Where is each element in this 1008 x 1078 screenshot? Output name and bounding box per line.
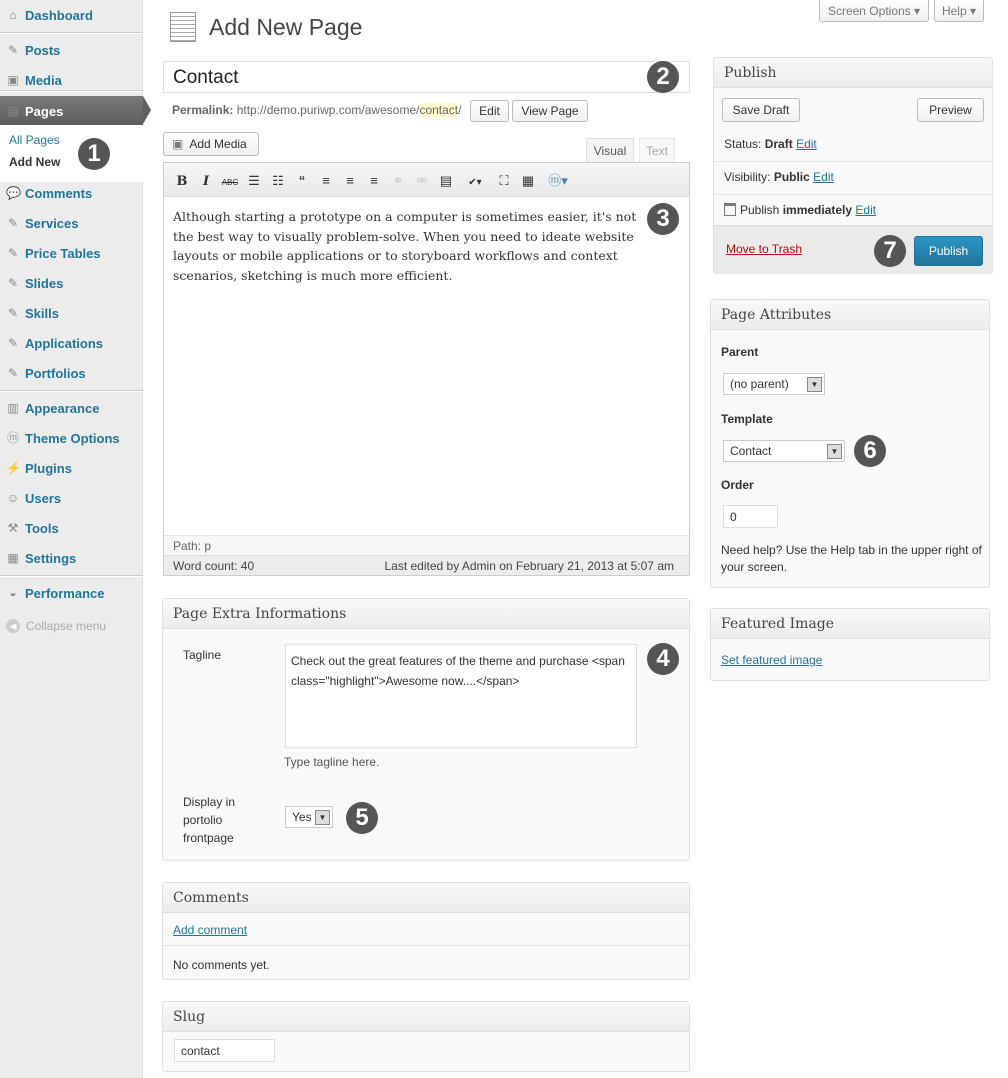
sidebar-item-dashboard[interactable]: ⌂ Dashboard bbox=[0, 0, 143, 30]
sidebar-item-comments[interactable]: 💬 Comments bbox=[6, 185, 93, 201]
pin-icon: ✎ bbox=[7, 366, 19, 380]
users-icon: ☺ bbox=[6, 491, 20, 505]
move-to-trash-link[interactable]: Move to Trash bbox=[726, 242, 803, 256]
sidebar-item-settings[interactable]: ▦ Settings bbox=[7, 550, 77, 566]
sidebar-item-theme-options[interactable]: ⓜ Theme Options bbox=[6, 430, 120, 446]
collapse-menu[interactable]: ◀ Collapse menu bbox=[6, 619, 106, 633]
media-icon: ▣ bbox=[172, 137, 184, 151]
status-edit-link[interactable]: Edit bbox=[796, 137, 817, 151]
page-extra-box bbox=[162, 598, 690, 861]
save-draft-button[interactable]: Save Draft bbox=[722, 98, 800, 122]
title-input[interactable]: Contact bbox=[163, 61, 690, 93]
menu-separator bbox=[0, 575, 143, 577]
media-icon: ▣ bbox=[7, 73, 19, 87]
pages-icon bbox=[170, 12, 196, 42]
screen-options-button[interactable]: Screen Options ▾ bbox=[819, 0, 929, 22]
display-label: Display in portolio frontpage bbox=[183, 795, 236, 845]
page-title: Add New Page bbox=[209, 14, 363, 40]
parent-label: Parent bbox=[721, 345, 759, 359]
appearance-icon: ▥ bbox=[7, 401, 19, 415]
tab-text[interactable]: Text bbox=[639, 138, 675, 162]
publish-box bbox=[713, 57, 993, 274]
kitchen-sink-icon[interactable]: ▦ bbox=[521, 173, 535, 188]
menu-separator bbox=[0, 390, 143, 392]
preview-button[interactable]: Preview bbox=[917, 98, 984, 122]
callout-2: 2 bbox=[647, 61, 679, 93]
view-page-button[interactable]: View Page bbox=[512, 100, 588, 122]
blockquote-icon[interactable]: “ bbox=[298, 173, 306, 188]
tagline-label: Tagline bbox=[183, 648, 222, 662]
align-center-icon[interactable]: ≡ bbox=[346, 173, 354, 188]
plugin-icon: ⚡ bbox=[6, 461, 21, 475]
admin-menu bbox=[0, 0, 143, 1078]
sidebar-item-users[interactable]: ☺ Users bbox=[6, 490, 62, 506]
sidebar-item-media[interactable]: ▣ Media bbox=[7, 72, 62, 88]
status-row: Status: Draft Edit bbox=[724, 137, 817, 151]
chevron-down-icon: ▼ bbox=[827, 444, 842, 459]
sidebar-item-performance[interactable]: ◒ Performance bbox=[0, 578, 143, 608]
sidebar-item-services[interactable]: ✎ Services bbox=[7, 215, 79, 231]
template-label: Template bbox=[721, 412, 773, 426]
editor-status-bar: Word count: 40 Last edited by Admin on February 21, 2013 at 5:07 am bbox=[164, 555, 689, 575]
permalink-edit-button[interactable]: Edit bbox=[470, 100, 509, 122]
comment-icon: 💬 bbox=[6, 186, 21, 200]
box-title: Comments bbox=[163, 883, 689, 913]
box-title: Publish bbox=[714, 58, 992, 88]
spellcheck-icon[interactable]: ✔▾ bbox=[468, 177, 482, 188]
set-featured-image-link[interactable]: Set featured image bbox=[721, 653, 823, 667]
display-select[interactable]: Yes ▼ bbox=[285, 806, 333, 828]
pages-submenu bbox=[0, 125, 143, 182]
slug-input[interactable]: contact bbox=[174, 1039, 275, 1062]
editor-path: Path: p bbox=[164, 535, 689, 555]
parent-select[interactable]: (no parent) ▼ bbox=[723, 373, 825, 395]
sidebar-item-applications[interactable]: ✎ Applications bbox=[7, 335, 104, 351]
help-button[interactable]: Help ▾ bbox=[934, 0, 984, 22]
italic-icon[interactable]: I bbox=[202, 174, 210, 189]
sidebar-item-posts[interactable]: ✎ Posts bbox=[7, 42, 61, 58]
submenu-add-new[interactable]: Add New bbox=[9, 155, 61, 169]
editor bbox=[163, 162, 690, 576]
sidebar-item-skills[interactable]: ✎ Skills bbox=[7, 305, 59, 321]
calendar-icon bbox=[724, 203, 736, 216]
comments-box bbox=[162, 882, 690, 980]
bullet-list-icon[interactable]: ☰ bbox=[248, 173, 260, 188]
home-icon: ⌂ bbox=[9, 8, 17, 22]
align-left-icon[interactable]: ≡ bbox=[322, 173, 330, 188]
sidebar-item-portfolios[interactable]: ✎ Portfolios bbox=[7, 365, 86, 381]
box-title: Slug bbox=[163, 1002, 689, 1032]
sidebar-item-appearance[interactable]: ▥ Appearance bbox=[7, 400, 100, 416]
callout-5: 5 bbox=[346, 802, 378, 834]
page-attributes-box bbox=[710, 299, 990, 588]
pin-icon: ✎ bbox=[7, 276, 19, 290]
editor-content[interactable]: Although starting a prototype on a computer is sometimes easier, it's not the best way to visually problem-solve. When you need to ideate website layouts or mobile applications or to storyboard workflows and context scenarios, sketching is much more efficient. bbox=[173, 209, 637, 283]
box-title: Featured Image bbox=[711, 609, 989, 639]
tools-icon: ⚒ bbox=[7, 521, 19, 535]
strikethrough-icon[interactable]: ABC bbox=[221, 178, 239, 187]
pin-icon: ✎ bbox=[7, 216, 19, 230]
order-label: Order bbox=[721, 478, 754, 492]
chevron-down-icon: ▼ bbox=[315, 810, 330, 825]
box-title: Page Extra Informations bbox=[163, 599, 689, 629]
box-title: Page Attributes bbox=[711, 300, 989, 330]
unlink-icon[interactable]: ⚮ bbox=[416, 173, 428, 188]
pages-icon: ▤ bbox=[7, 104, 19, 118]
template-select[interactable]: Contact ▼ bbox=[723, 440, 845, 462]
theme-icon: ⓜ bbox=[6, 431, 19, 445]
visibility-row: Visibility: Public Edit bbox=[724, 170, 834, 184]
pin-icon: ✎ bbox=[7, 43, 19, 57]
sidebar-item-tools[interactable]: ⚒ Tools bbox=[7, 520, 59, 536]
submenu-all-pages[interactable]: All Pages bbox=[9, 133, 60, 147]
performance-icon: ◒ bbox=[9, 586, 17, 600]
fullscreen-icon[interactable]: ⛶ bbox=[499, 173, 509, 188]
collapse-icon: ◀ bbox=[6, 619, 20, 633]
publish-button[interactable]: Publish bbox=[914, 236, 983, 266]
callout-6: 6 bbox=[854, 435, 886, 467]
slug-box bbox=[162, 1001, 690, 1072]
callout-7: 7 bbox=[874, 235, 906, 267]
editor-toolbar bbox=[164, 163, 689, 197]
chevron-down-icon: ▼ bbox=[807, 377, 822, 392]
callout-3: 3 bbox=[647, 203, 679, 235]
schedule-edit-link[interactable]: Edit bbox=[855, 203, 877, 217]
sidebar-item-pages[interactable]: ▤ Pages bbox=[0, 96, 143, 126]
bold-icon[interactable]: B bbox=[176, 174, 188, 189]
sidebar-item-price-tables[interactable]: ✎ Price Tables bbox=[7, 245, 101, 261]
tab-visual[interactable]: Visual bbox=[586, 138, 634, 163]
link-icon[interactable]: ⚭ bbox=[392, 173, 404, 188]
callout-4: 4 bbox=[647, 643, 679, 675]
align-right-icon[interactable]: ≡ bbox=[370, 173, 378, 188]
settings-icon: ▦ bbox=[7, 551, 19, 565]
visibility-edit-link[interactable]: Edit bbox=[813, 170, 834, 184]
add-media-button[interactable]: ▣ Add Media bbox=[163, 132, 259, 156]
schedule-row: Publish immediately Edit bbox=[724, 203, 876, 217]
featured-image-box bbox=[710, 608, 990, 681]
tagline-textarea[interactable]: Check out the great features of the theme and purchase <span class="highlight">Awesome now....</span> bbox=[285, 644, 637, 748]
pin-icon: ✎ bbox=[7, 306, 19, 320]
shortcode-icon[interactable]: ⓜ▾ bbox=[548, 173, 568, 188]
more-tag-icon[interactable]: ▤ bbox=[439, 173, 453, 188]
attributes-help: Need help? Use the Help tab in the upper right of your screen. bbox=[721, 543, 982, 574]
permalink-slug[interactable]: contact bbox=[419, 103, 459, 117]
sidebar-item-plugins[interactable]: ⚡ Plugins bbox=[6, 460, 72, 476]
order-input[interactable]: 0 bbox=[723, 505, 778, 528]
pin-icon: ✎ bbox=[7, 336, 19, 350]
add-comment-link[interactable]: Add comment bbox=[173, 923, 248, 937]
numbered-list-icon[interactable]: ☷ bbox=[272, 173, 284, 188]
pin-icon: ✎ bbox=[7, 246, 19, 260]
no-comments-text: No comments yet. bbox=[163, 945, 689, 984]
sidebar-item-slides[interactable]: ✎ Slides bbox=[7, 275, 64, 291]
callout-1: 1 bbox=[78, 138, 110, 170]
tagline-help: Type tagline here. bbox=[284, 755, 380, 769]
menu-separator bbox=[0, 32, 143, 34]
permalink: Permalink: http://demo.puriwp.com/awesome/contact/ bbox=[172, 103, 462, 117]
